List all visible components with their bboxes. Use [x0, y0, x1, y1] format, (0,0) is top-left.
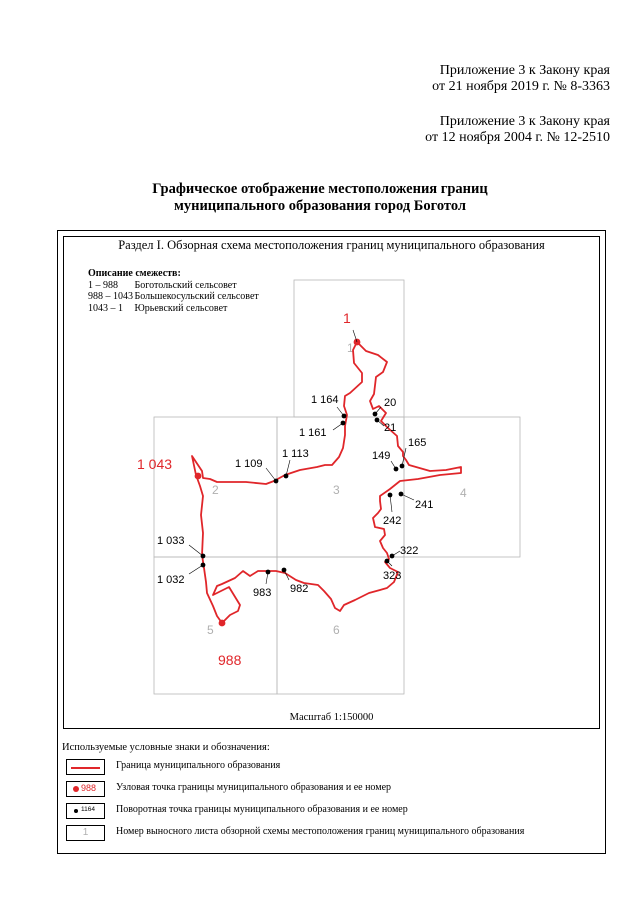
- turn-label: 165: [408, 437, 427, 449]
- sheet-number-icon: 1: [82, 827, 89, 838]
- legend-sheet-symbol: [66, 825, 105, 841]
- turn-label: 1 161: [299, 427, 327, 439]
- node-point-988: [219, 620, 226, 627]
- turn-point-322: [390, 554, 395, 559]
- turn-label: 1 109: [235, 458, 263, 470]
- turn-label: 1 164: [311, 394, 339, 406]
- sheet-number: 4: [460, 486, 467, 500]
- turn-point-983: [266, 570, 271, 575]
- turn-label: 322: [400, 545, 419, 557]
- node-points: [137, 310, 360, 668]
- sheet-number: 1: [347, 341, 354, 355]
- boundary-line-icon: [71, 767, 100, 769]
- node-sample-label: 988: [81, 783, 97, 793]
- municipal-boundary: [192, 342, 461, 623]
- turn-point-165: [400, 464, 405, 469]
- turn-label: 323: [383, 570, 402, 582]
- adjacency-range: 988 – 1043: [88, 291, 133, 302]
- adjacency-row: [88, 291, 259, 303]
- legend-item-text: Граница муниципального образования: [116, 760, 281, 771]
- node-point-1043: [195, 473, 202, 480]
- turn-sample-label: 1164: [81, 806, 95, 813]
- appendix-line: Приложение 3 к Закону края: [439, 114, 610, 129]
- sheet-number: 3: [333, 483, 340, 497]
- turn-point-1161: [341, 421, 346, 426]
- sheet-number: 2: [212, 483, 219, 497]
- document-title-line-2: муниципального образования город Боготол: [173, 198, 467, 214]
- turn-label: 241: [415, 499, 434, 511]
- turn-label: 1 033: [157, 535, 185, 547]
- turn-point-1164: [342, 414, 347, 419]
- turn-label: 1 113: [282, 448, 309, 460]
- appendix-date-line: от 21 ноября 2019 г. № 8-3363: [432, 79, 610, 94]
- legend-title: Используемые условные знаки и обозначения:: [62, 742, 270, 753]
- document-title-line-1: Графическое отображение местоположения границ: [152, 181, 488, 197]
- turn-label: 20: [384, 397, 397, 409]
- turn-point-241: [399, 492, 404, 497]
- adjacency-name: Боготольский сельсовет: [134, 279, 237, 291]
- section-title: Раздел I. Обзорная схема местоположения границ муниципального образования: [118, 238, 545, 252]
- turn-label: 983: [253, 587, 272, 599]
- sheet-number: 5: [207, 623, 214, 637]
- adjacency-row: [88, 303, 259, 315]
- node-label: 1: [343, 310, 351, 326]
- adjacency-name: Юрьевский сельсовет: [134, 302, 228, 314]
- node-label: 1 043: [137, 456, 173, 472]
- appendix-line: Приложение 3 к Закону края: [439, 63, 610, 78]
- adjacency-name: Большекосульский сельсовет: [134, 291, 259, 302]
- adjacency-range: 1043 – 1: [88, 302, 123, 314]
- turn-point-323: [385, 559, 390, 564]
- node-point-icon: [73, 786, 79, 792]
- turn-point-1033: [201, 554, 206, 559]
- turn-point-242: [388, 493, 393, 498]
- legend-turn-symbol: [66, 803, 105, 819]
- turn-label: 21: [384, 422, 397, 434]
- turn-label: 149: [372, 450, 391, 462]
- turn-label: 1 032: [157, 574, 185, 586]
- sheet-number: 6: [333, 623, 340, 637]
- turn-point-21: [375, 418, 380, 423]
- turn-point-982: [282, 568, 287, 573]
- appendix-date-line: от 12 ноября 2004 г. № 12-2510: [425, 130, 610, 145]
- adjacency-description: [88, 268, 259, 314]
- legend-item-text: Номер выносного листа обзорной схемы местоположения границ муниципального образования: [116, 826, 525, 837]
- turn-label: 982: [290, 583, 309, 595]
- turn-point-1109: [274, 479, 279, 484]
- map-scale: Масштаб 1:150000: [289, 712, 374, 723]
- adjacency-row: [88, 280, 259, 292]
- turn-point-icon: [74, 809, 78, 813]
- turn-point-1113: [284, 474, 289, 479]
- turn-point-149: [394, 467, 399, 472]
- legend-node-symbol: [66, 781, 105, 797]
- legend-item-text: Поворотная точка границы муниципального образования и ее номер: [116, 804, 408, 815]
- legend-item-text: Узловая точка границы муниципального образования и ее номер: [116, 782, 392, 793]
- turn-point-1032: [201, 563, 206, 568]
- node-label: 988: [218, 652, 242, 668]
- legend-boundary-symbol: [66, 759, 105, 775]
- sheet-numbers: [207, 341, 467, 637]
- adjacency-title: Описание смежеств:: [88, 268, 181, 279]
- turn-point-20: [373, 412, 378, 417]
- turn-label: 242: [383, 515, 402, 527]
- adjacency-range: 1 – 988: [88, 279, 118, 291]
